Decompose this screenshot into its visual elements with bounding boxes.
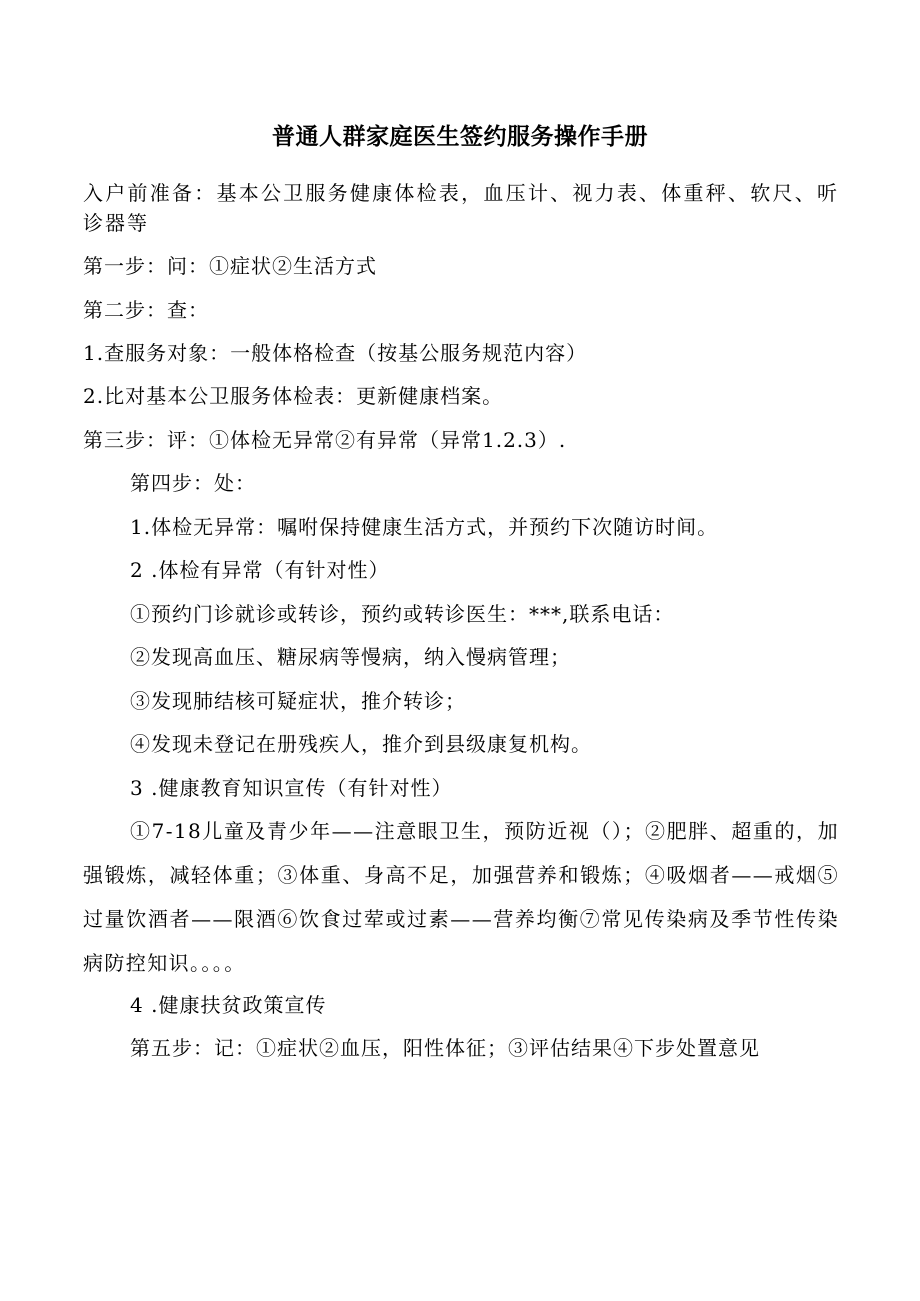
step-four-item-4: 4 .健康扶贫政策宣传 bbox=[130, 993, 327, 1017]
step-two-item-2: 2.比对基本公卫服务体检表：更新健康档案。 bbox=[83, 384, 504, 408]
step-two-item-1: 1.查服务对象：一般体格检查（按基公服务规范内容） bbox=[83, 341, 588, 365]
step-four-subitem-2: ②发现高血压、糖尿病等慢病，纳入慢病管理； bbox=[130, 645, 571, 669]
step-five: 第五步：记：①症状②血压，阳性体征；③评估结果④下步处置意见 bbox=[130, 1036, 760, 1060]
step-four-subitem-1: ①预约门诊就诊或转诊，预约或转诊医生：***,联系电话： bbox=[130, 602, 675, 626]
document-title: 普通人群家庭医生签约服务操作手册 bbox=[272, 124, 648, 150]
step-three: 第三步：评：①体检无异常②有异常（异常1.2.3）. bbox=[83, 428, 567, 452]
health-education-paragraph: ①7-18儿童及青少年——注意眼卫生，预防近视（）；②肥胖、超重的，加强锻炼，减轻体重；③体重、身高不足，加强营养和锻炼；④吸烟者——戒烟⑤过量饮酒者——限酒⑥饮食过荤或过素——营养均衡⑦常见传染病及季节性传染病防控知识。。。。 bbox=[83, 819, 839, 975]
step-four-item-1: 1.体检无异常：嘱咐保持健康生活方式，并预约下次随访时间。 bbox=[130, 515, 719, 539]
step-one: 第一步：问：①症状②生活方式 bbox=[83, 254, 377, 278]
step-four-subitem-4: ④发现未登记在册残疾人，推介到县级康复机构。 bbox=[130, 732, 592, 756]
step-two: 第二步：查： bbox=[83, 298, 209, 322]
preparation-paragraph: 入户前准备：基本公卫服务健康体检表，血压计、视力表、体重秤、软尺、听诊器等 bbox=[83, 181, 839, 235]
step-four-item-2: 2 .体检有异常（有针对性） bbox=[130, 558, 390, 582]
step-four: 第四步：处： bbox=[130, 471, 256, 495]
step-four-item-3: 3 .健康教育知识宣传（有针对性） bbox=[130, 776, 453, 800]
step-four-subitem-3: ③发现肺结核可疑症状，推介转诊； bbox=[130, 689, 466, 713]
